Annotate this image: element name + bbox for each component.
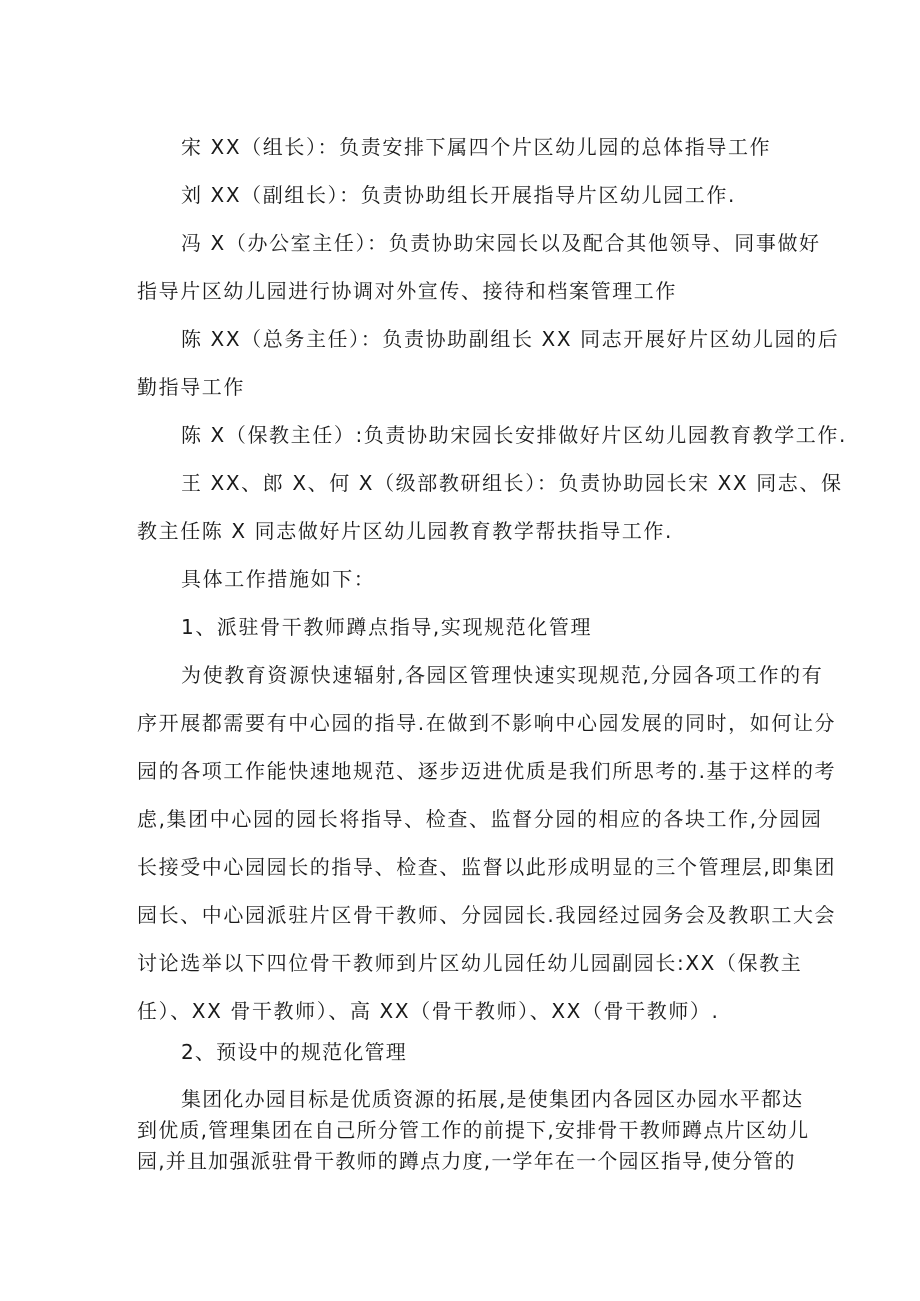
section-1-line: 序开展都需要有中心园的指导.在做到不影响中心园发展的同时，如何让分 [137,711,837,735]
paragraph-office-director-cont: 指导片区幼儿园进行协调对外宣传、接待和档案管理工作 [137,279,677,303]
section-1-line: 长接受中心园园长的指导、检查、监督以此形成明显的三个管理层,即集团 [137,855,837,879]
paragraph-general-affairs-cont: 勤指导工作 [137,375,245,399]
section-2-line: 集团化办园目标是优质资源的拓展,是使集团内各园区办园水平都达 [181,1087,804,1111]
paragraph-leader: 宋 XX（组长）：负责安排下属四个片区幼儿园的总体指导工作 [181,135,772,159]
section-heading-2: 2、预设中的规范化管理 [181,1040,407,1064]
paragraph-deputy-leader: 刘 XX（副组长）：负责协助组长开展指导片区幼儿园工作. [181,183,736,207]
section-1-line: 园的各项工作能快速地规范、逐步迈进优质是我们所思考的.基于这样的考 [137,759,837,783]
section-1-line: 园长、中心园派驻片区骨干教师、分园园长.我园经过园务会及教职工大会 [137,903,837,927]
paragraph-care-director: 陈 X（保教主任）:负责协助宋园长安排做好片区幼儿园教育教学工作. [181,423,847,447]
paragraph-research-leaders-cont: 教主任陈 X 同志做好片区幼儿园教育教学帮扶指导工作. [137,519,673,543]
section-1-line: 虑,集团中心园的园长将指导、检查、监督分园的相应的各块工作,分园园 [137,807,823,831]
paragraph-research-leaders: 王 XX、郎 X、何 X（级部教研组长）：负责协助园长宋 XX 同志、保 [181,471,843,495]
section-1-line: 任）、XX 骨干教师）、高 XX（骨干教师）、XX（骨干教师）. [137,999,720,1023]
measures-intro: 具体工作措施如下： [181,567,376,591]
section-2-line: 园,并且加强派驻骨干教师的蹲点力度,一学年在一个园区指导,使分管的 [137,1149,796,1173]
section-2-line: 到优质,管理集团在自己所分管工作的前提下,安排骨干教师蹲点片区幼儿 [137,1118,810,1142]
paragraph-general-affairs: 陈 XX（总务主任）：负责协助副组长 XX 同志开展好片区幼儿园的后 [181,327,840,351]
section-1-line: 为使教育资源快速辐射,各园区管理快速实现规范,分园各项工作的有 [181,663,824,687]
section-1-line: 讨论选举以下四位骨干教师到片区幼儿园任幼儿园副园长:XX（保教主 [137,951,803,975]
paragraph-office-director: 冯 X（办公室主任）：负责协助宋园长以及配合其他领导、同事做好 [181,231,821,255]
section-heading-1: 1、派驻骨干教师蹲点指导,实现规范化管理 [181,615,593,639]
